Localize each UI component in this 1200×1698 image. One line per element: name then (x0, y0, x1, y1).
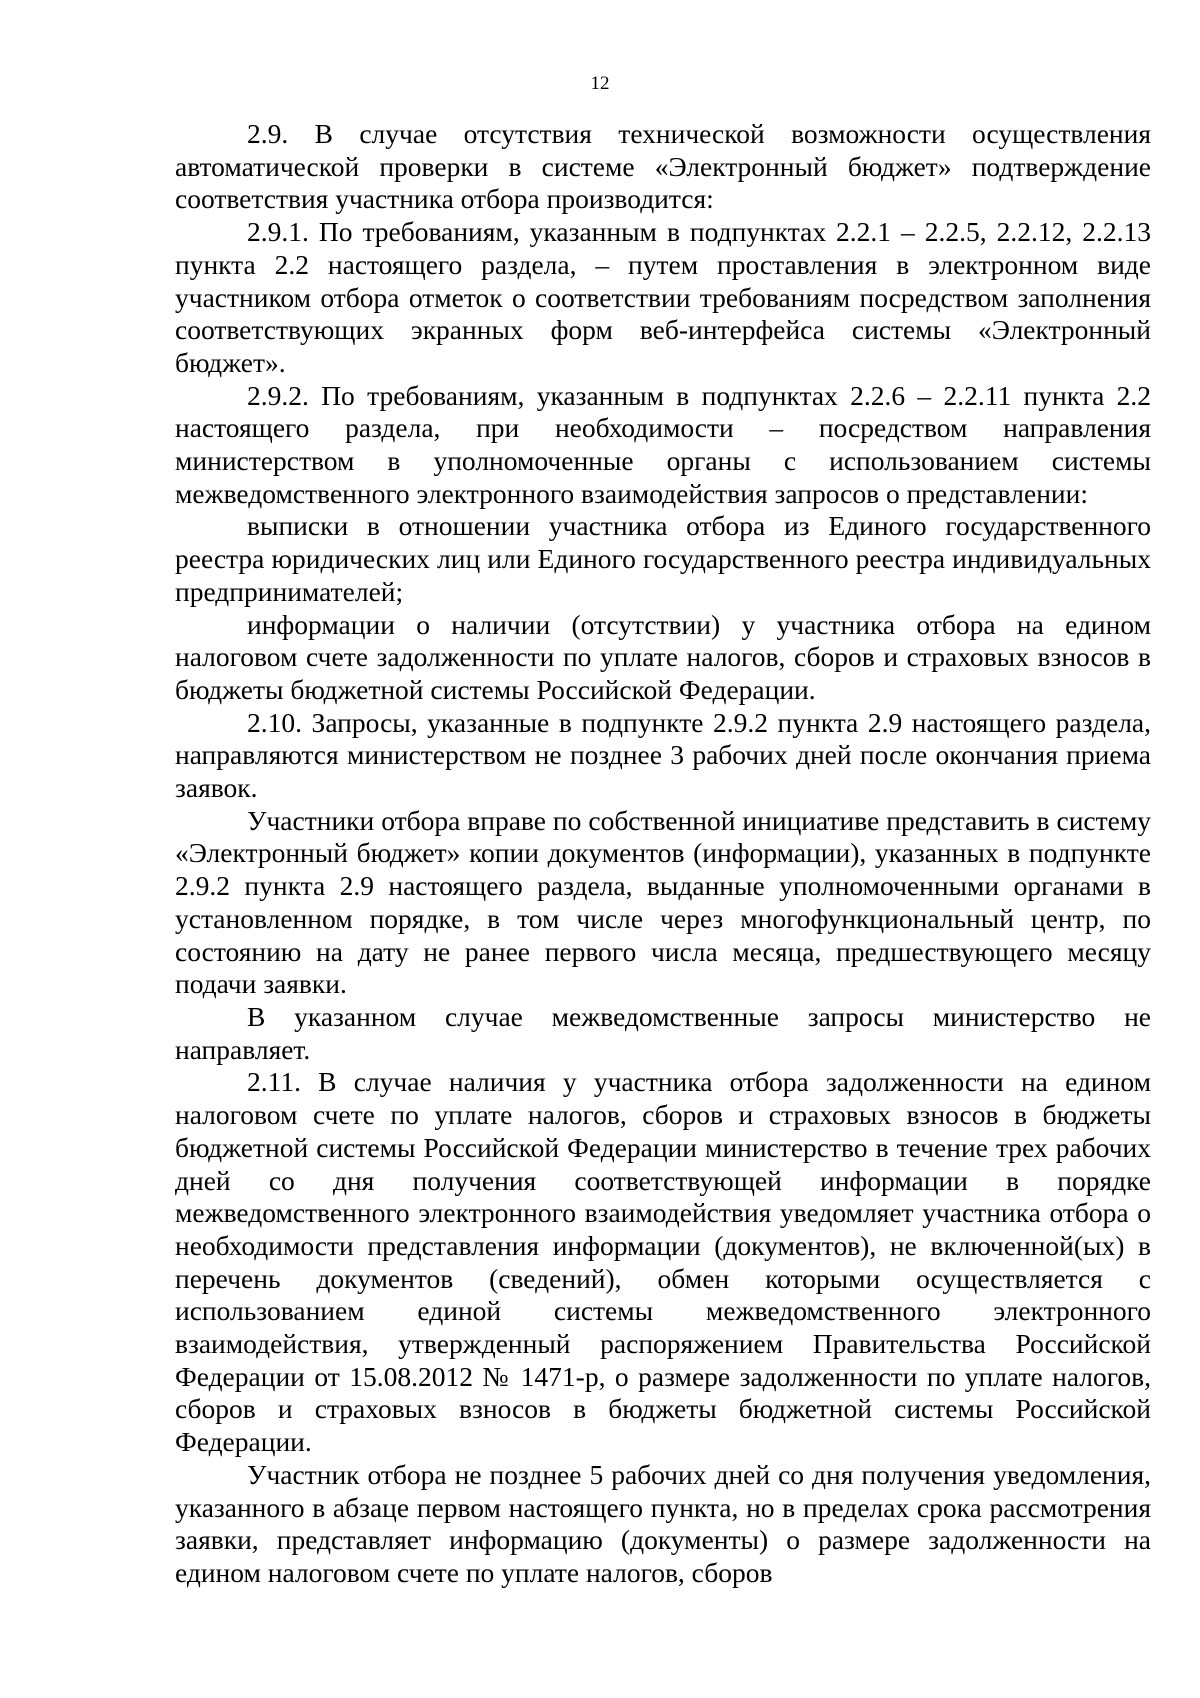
paragraph-no-requests: В указанном случае межведомственные запросы министерство не направляет. (175, 1000, 1151, 1065)
paragraph-2-11: 2.11. В случае наличия у участника отбора задолженности на едином налоговом счете по уплате налогов, сборов и страховых взносов в бюджеты бюджетной системы Российской Федерации министерство в течение трех рабочих дней со дня получения соответствующей информации в порядке межведомственного электронного взаимодействия уведомляет участника отбора о необходимости представления информации (документов), не включенной(ых) в перечень документов (сведений), обмен которыми осуществляется с использованием единой системы межведомственного электронного взаимодействия, утвержденный распоряжением Правительства Российской Федерации от 15.08.2012 № 1471-р, о размере задолженности по уплате налогов, сборов и страховых взносов в бюджеты бюджетной системы Российской Федерации. (175, 1066, 1151, 1458)
paragraph-2-9-1: 2.9.1. По требованиям, указанным в подпунктах 2.2.1 – 2.2.5, 2.2.12, 2.2.13 пункта 2.2 настоящего раздела, – путем проставления в электронном виде участником отбора отметок о соответствии требованиям посредством заполнения соответствующих экранных форм веб-интерфейса системы «Электронный бюджет». (175, 216, 1151, 378)
paragraph-participant-deadline: Участник отбора не позднее 5 рабочих дней со дня получения уведомления, указанного в абзаце первом настоящего пункта, но в пределах срока рассмотрения заявки, представляет информацию (документы) о размере задолженности на едином налоговом счете по уплате налогов, сборов (175, 1458, 1151, 1588)
page-number: 12 (590, 73, 610, 94)
paragraph-egrul-extract: выписки в отношении участника отбора из Единого государственного реестра юридических лиц или Единого государственного реестра индивидуальных предпринимателей; (175, 510, 1151, 607)
document-body (175, 118, 1151, 1590)
paragraph-participants-own-initiative: Участники отбора вправе по собственной инициативе представить в систему «Электронный бюджет» копии документов (информации), указанных в подпункте 2.9.2 пункта 2.9 настоящего раздела, выданные уполномоченными органами в установленном порядке, в том числе через многофункциональный центр, по состоянию на дату не ранее первого числа месяца, предшествующего месяцу подачи заявки. (175, 804, 1151, 1000)
paragraph-2-10: 2.10. Запросы, указанные в подпункте 2.9.2 пункта 2.9 настоящего раздела, направляются министерством не позднее 3 рабочих дней после окончания приема заявок. (175, 706, 1151, 804)
paragraph-tax-debt-info: информации о наличии (отсутствии) у участника отбора на едином налоговом счете задолженности по уплате налогов, сборов и страховых взносов в бюджеты бюджетной системы Российской Федерации. (175, 608, 1151, 705)
paragraph-2-9-2: 2.9.2. По требованиям, указанным в подпунктах 2.2.6 – 2.2.11 пункта 2.2 настоящего раздела, при необходимости – посредством направления министерством в уполномоченные органы с использованием системы межведомственного электронного взаимодействия запросов о представлении: (175, 379, 1151, 509)
paragraph-2-9: 2.9. В случае отсутствия технической возможности осуществления автоматической проверки в системе «Электронный бюджет» подтверждение соответствия участника отбора производится: (175, 118, 1151, 215)
